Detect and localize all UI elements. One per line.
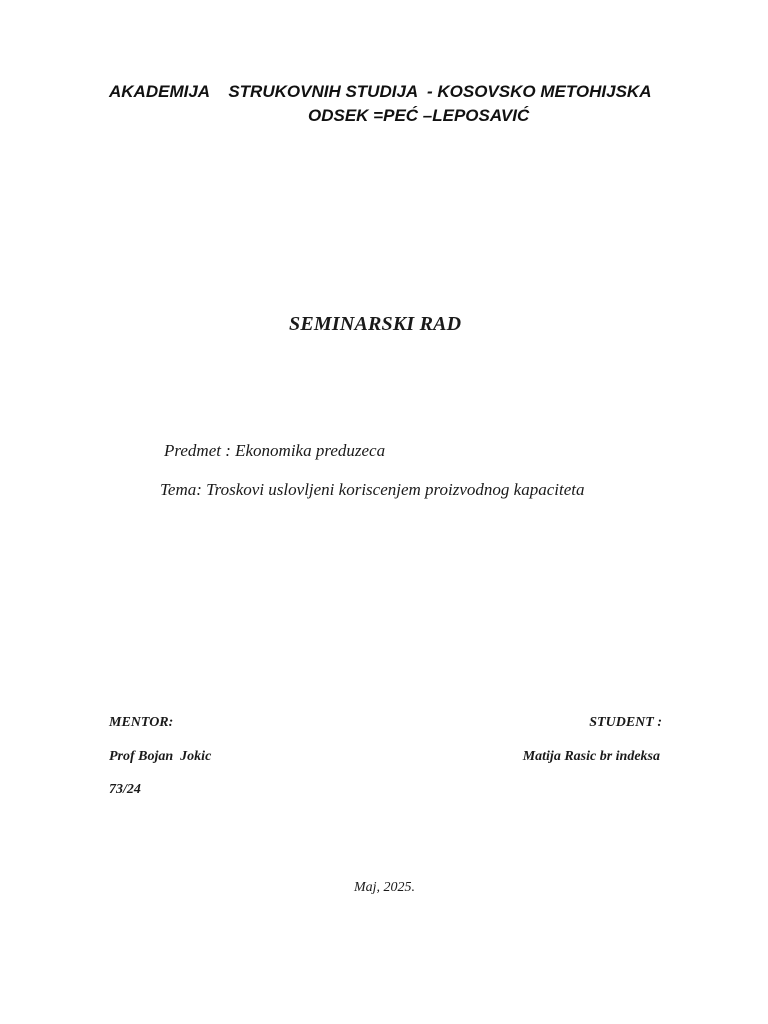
document-date: Maj, 2025.: [354, 880, 416, 895]
institution-header-line-2: ODSEK =PEĆ –LEPOSAVIĆ: [308, 106, 530, 125]
student-label: STUDENT :: [589, 715, 662, 730]
document-title: SEMINARSKI RAD: [289, 313, 462, 335]
institution-header-line-1: AKADEMIJA STRUKOVNIH STUDIJA - KOSOVSKO METOHIJSKA: [109, 82, 652, 101]
student-name: Matija Rasic br indeksa: [522, 749, 660, 764]
subject-line: Predmet : Ekonomika preduzeca: [164, 441, 386, 460]
student-index-number: 73/24: [109, 782, 141, 797]
mentor-name: Prof Bojan Jokic: [109, 749, 212, 764]
mentor-label: MENTOR:: [109, 715, 174, 730]
topic-line: Tema: Troskovi uslovljeni koriscenjem proizvodnog kapaciteta: [160, 480, 585, 499]
